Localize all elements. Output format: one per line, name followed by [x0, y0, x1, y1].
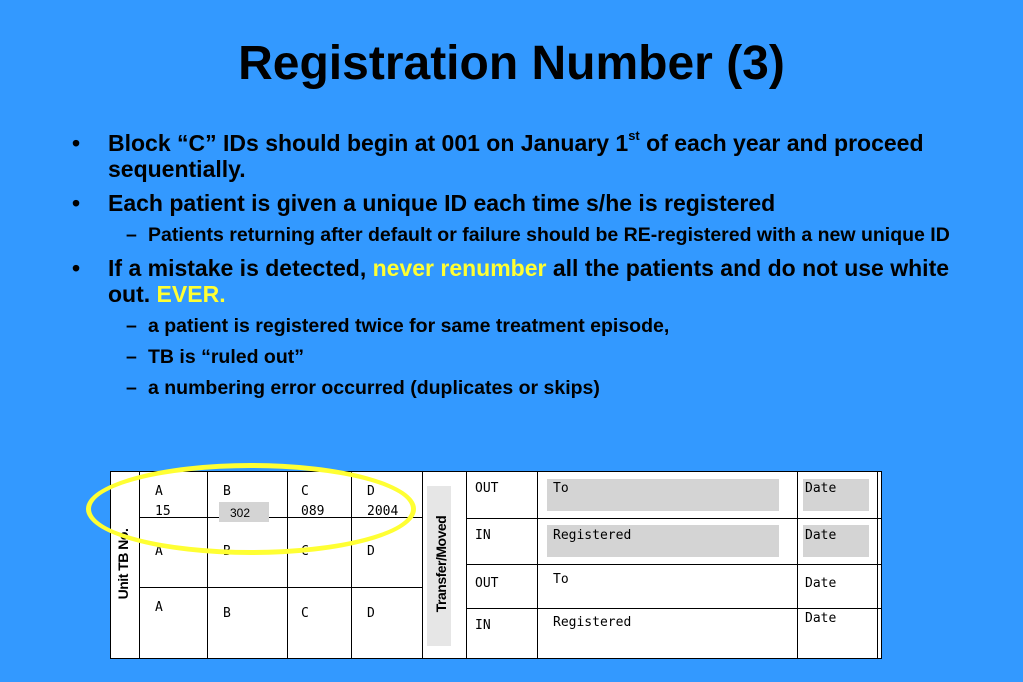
row-date: Date	[805, 576, 837, 591]
bullet-3	[72, 255, 952, 307]
row-date: Date	[805, 528, 837, 543]
cell-label-d: D	[367, 606, 375, 621]
cell-label-d: D	[367, 544, 375, 559]
sub-bullet-3-2-text: TB is “ruled out”	[148, 346, 304, 368]
unit-tb-label: Unit TB No.	[115, 528, 131, 600]
cell-value-c: 089	[301, 504, 325, 519]
form-line	[537, 472, 538, 658]
bullet-2-text: Each patient is given a unique ID each time s/he is registered	[108, 190, 776, 216]
row-field: Registered	[553, 528, 632, 543]
highlight-ellipse	[86, 463, 416, 555]
bullet-mark: •	[72, 255, 81, 281]
bullet-1	[72, 130, 952, 182]
bullet-1-text: Block “C” IDs should begin at 001 on January 1	[108, 130, 629, 156]
form-line	[466, 472, 467, 658]
sub-bullet-2-1-text: Patients returning after default or failure should be RE-registered with a new unique ID	[148, 224, 950, 246]
sub-bullet-3-2	[72, 346, 952, 369]
sub-bullet-2-1	[72, 224, 952, 247]
cell-label-c: C	[301, 606, 309, 621]
form-line	[466, 518, 881, 519]
row-date: Date	[805, 481, 837, 496]
bullet-3-text: If a mistake is detected,	[108, 255, 373, 281]
form-line	[422, 472, 423, 658]
cell-label-d: D	[367, 484, 375, 499]
form-line	[466, 608, 881, 609]
highlight-period: .	[219, 281, 226, 307]
cell-value-a: 15	[155, 504, 171, 519]
form-line	[797, 472, 798, 658]
bullet-3-text-mid: all the patients and do not use white out.	[108, 255, 950, 307]
cell-label-c: C	[301, 544, 309, 559]
form-line	[139, 587, 422, 588]
cell-label-c: C	[301, 484, 309, 499]
bullet-mark: •	[72, 190, 81, 216]
dash-mark: –	[126, 346, 137, 368]
row-dir: OUT	[475, 481, 499, 496]
cell-label-a: A	[155, 544, 163, 559]
bullet-1-text-end: of each year and proceed sequentially.	[108, 130, 924, 182]
row-field: To	[553, 572, 569, 587]
sub-bullet-3-1	[72, 315, 952, 338]
dash-mark: –	[126, 224, 137, 246]
cell-value-d: 2004	[367, 504, 399, 519]
cell-label-a: A	[155, 600, 163, 615]
row-dir: IN	[475, 618, 491, 633]
bullet-mark: •	[72, 130, 81, 156]
row-date: Date	[805, 611, 837, 626]
row-field: Registered	[553, 615, 632, 630]
bullet-1-sup: st	[628, 128, 640, 144]
row-dir: OUT	[475, 576, 499, 591]
slide-title: Registration Number (3)	[238, 37, 785, 90]
to-field-box	[547, 479, 779, 511]
row-dir: IN	[475, 528, 491, 543]
form-line	[466, 564, 881, 565]
highlight-never-renumber: never renumber	[372, 255, 547, 281]
highlight-ever: EVER	[156, 281, 220, 307]
bullet-list	[72, 130, 952, 408]
row-field: To	[553, 481, 569, 496]
dash-mark: –	[126, 377, 137, 399]
cell-label-b: B	[223, 484, 231, 499]
cell-label-b: B	[223, 544, 231, 559]
bullet-2	[72, 190, 952, 216]
transfer-moved-label: Transfer/Moved	[433, 515, 449, 613]
cell-value-b: 302	[230, 506, 251, 520]
sub-bullet-3-3-text: a numbering error occurred (duplicates or skips)	[148, 377, 600, 399]
cell-label-b: B	[223, 606, 231, 621]
sub-bullet-3-1-text: a patient is registered twice for same treatment episode,	[148, 315, 670, 337]
dash-mark: –	[126, 315, 137, 337]
form-line	[877, 472, 878, 658]
cell-label-a: A	[155, 484, 163, 499]
sub-bullet-3-3	[72, 377, 952, 400]
